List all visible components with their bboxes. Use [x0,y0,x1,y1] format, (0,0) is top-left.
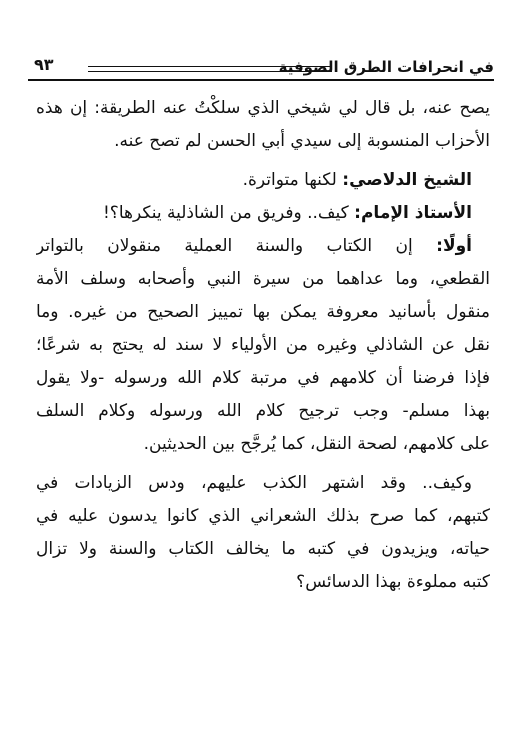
text-line: كتبه مملوءة بهذا الدسائس؟ [296,572,490,592]
speaker-name: الشيخ الدلاصي: [342,170,472,190]
text-line: نقل عن الشاذلي وغيره من الأولياء لا سند له يحتج به شرعًا؛ [36,335,490,355]
header-divider [28,79,494,81]
text-line: الأحزاب المنسوبة إلى سيدي أبي الحسن لم تصح عنه. [114,131,490,151]
running-header [28,56,494,82]
text-line: على كلامهم، لصحة النقل، كما يُرجَّح بين الحديثين. [143,434,490,454]
text-line: القطعي، وما عداهما من سيرة النبي وأصحابه وسلف الأمة [36,269,490,289]
dialogue-line: الأستاذ الإمام: كيف.. وفريق من الشاذلية ينكرها؟! [102,203,472,223]
text-line: وكيف.. وقد اشتهر الكذب عليهم، ودس الزيادات في [36,473,472,493]
page-number: ٩٣ [34,55,54,74]
speaker-name: الأستاذ الإمام: [354,203,472,223]
text-line: أولًا: إن الكتاب والسنة العملية منقولان بالتواتر [36,236,472,256]
running-header-title: في انحرافات الطرق الصوفية [278,58,494,76]
text-line: يصح عنه، بل قال لي شيخي الذي سلكْتُ عنه الطريقة: إن هذه [36,98,490,118]
text-line: بهذا مسلم- وجب ترجيح كلام الله ورسوله وكلام السلف [36,401,490,421]
text-line: فإذا فرضنا أن كلامهم في مرتبة كلام الله ورسوله -ولا يقول [36,368,490,388]
dialogue-line: الشيخ الدلاصي: لكنها متواترة. [242,170,472,190]
text-line: منقول بأسانيد معروفة يمكن بها تمييز الصحيح من غيره. وما [36,302,490,322]
header-ornament-rule [88,66,332,72]
page-body [36,92,490,599]
text-line: كتبهم، كما صرح بذلك الشعراني الذي كانوا يدسون عليه في [36,506,490,526]
point-label: أولًا: [436,236,472,256]
text-line: حياته، ويزيدون في كتبه ما يخالف الكتاب والسنة ولا تزال [36,539,490,559]
